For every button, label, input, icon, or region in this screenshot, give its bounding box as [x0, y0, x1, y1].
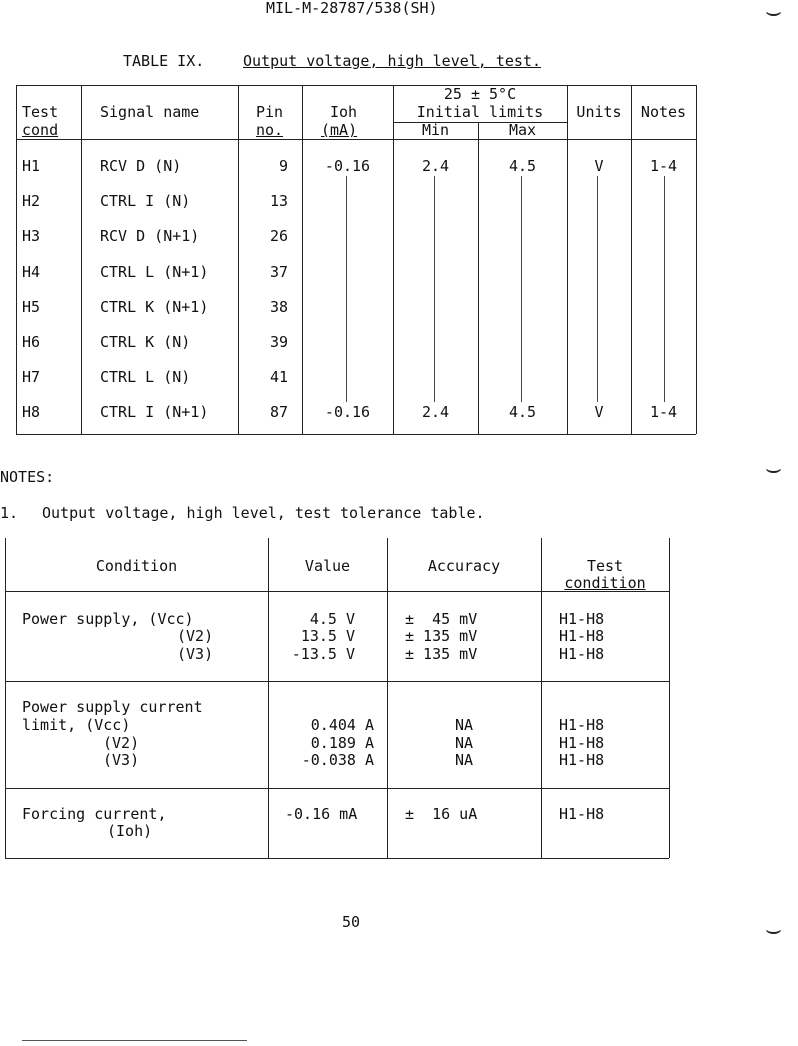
row-notes: 1-4 [649, 157, 678, 175]
tol-value: 13.5 V [300, 627, 355, 645]
row-ioh: -0.16 [324, 403, 371, 421]
row-pin: 41 [269, 368, 288, 386]
tol-header-test-1: Test [586, 557, 624, 575]
ditto-line-ioh [346, 176, 347, 402]
row-pin: 38 [269, 298, 288, 316]
row-pin: 37 [269, 263, 288, 281]
tol-header-accuracy: Accuracy [427, 557, 501, 575]
row-max: 4.5 [508, 403, 537, 421]
col-ioh-1: Ioh [330, 103, 358, 121]
row-units: V [594, 157, 604, 175]
tol-accuracy: ± 16 uA [405, 805, 478, 823]
tol-accuracy: ± 135 mV [405, 645, 478, 663]
binding-mark-icon: ⌣ [765, 915, 783, 945]
row-pin: 13 [269, 192, 288, 210]
col-initial-limits: Initial limits [416, 103, 544, 121]
row-signal: CTRL I (N) [100, 192, 191, 210]
col-pin-2: no. [256, 121, 284, 139]
notes-heading: NOTES: [0, 468, 55, 486]
col-temperature: 25 ± 5°C [443, 85, 517, 103]
binding-mark-icon: ⌣ [765, 0, 783, 27]
row-max: 4.5 [508, 157, 537, 175]
tol-accuracy: ± 135 mV [405, 627, 478, 645]
tol-condition: (V2) [177, 627, 214, 645]
ditto-line-min [434, 176, 435, 402]
row-signal: CTRL I (N+1) [100, 403, 209, 421]
tol-condition: (V3) [177, 645, 214, 663]
col-test-cond-2: cond [22, 121, 59, 139]
col-units: Units [576, 103, 622, 121]
tol-condition: limit, (Vcc) [22, 716, 131, 734]
tol-condition: (V3) [103, 751, 140, 769]
footer-rule [22, 1040, 247, 1041]
tol-value: 0.189 A [310, 734, 374, 752]
tol-test-cond: H1-H8 [559, 751, 605, 769]
tol-header-test-2: condition [564, 574, 646, 592]
tol-header-condition: Condition [95, 557, 178, 575]
tol-test-cond: H1-H8 [559, 610, 605, 628]
tol-condition: Forcing current, [22, 805, 167, 823]
row-cond: H5 [22, 298, 41, 316]
row-signal: CTRL K (N+1) [100, 298, 209, 316]
col-max: Max [508, 121, 537, 139]
row-signal: CTRL L (N) [100, 368, 191, 386]
document-id: MIL-M-28787/538(SH) [266, 0, 438, 17]
tol-condition: (Ioh) [107, 822, 153, 840]
tol-accuracy: NA [454, 716, 474, 734]
table-label: TABLE IX. [123, 52, 205, 70]
tol-accuracy: ± 45 mV [405, 610, 478, 628]
tol-test-cond: H1-H8 [559, 645, 605, 663]
tol-value: 0.404 A [310, 716, 374, 734]
ditto-line-units [597, 176, 598, 402]
row-cond: H8 [22, 403, 41, 421]
tol-value: -0.038 A [301, 751, 374, 769]
row-cond: H2 [22, 192, 41, 210]
row-cond: H7 [22, 368, 41, 386]
note-1-text: Output voltage, high level, test tolerance table. [42, 504, 485, 522]
col-test-cond-1: Test [22, 103, 59, 121]
tol-test-cond: H1-H8 [559, 805, 605, 823]
tol-value: -13.5 V [291, 645, 355, 663]
tol-condition: Power supply, (Vcc) [22, 610, 194, 628]
row-min: 2.4 [421, 403, 450, 421]
row-signal: RCV D (N) [100, 157, 182, 175]
ditto-line-notes [664, 176, 665, 402]
tol-condition: Power supply current [22, 698, 203, 716]
col-min: Min [421, 121, 450, 139]
row-cond: H1 [22, 157, 41, 175]
page-number: 50 [342, 913, 361, 931]
tol-header-value: Value [304, 557, 351, 575]
col-ioh-2: (mA) [321, 121, 358, 139]
row-units: V [594, 403, 604, 421]
row-pin: 26 [269, 227, 288, 245]
col-pin-1: Pin [256, 103, 284, 121]
tol-accuracy: NA [454, 734, 474, 752]
row-cond: H6 [22, 333, 41, 351]
note-1-number: 1. [0, 504, 19, 522]
table-title: Output voltage, high level, test. [243, 52, 542, 70]
tol-condition: (V2) [103, 734, 140, 752]
row-cond: H3 [22, 227, 41, 245]
col-notes: Notes [640, 103, 687, 121]
row-signal: CTRL K (N) [100, 333, 191, 351]
ditto-line-max [521, 176, 522, 402]
row-notes: 1-4 [649, 403, 678, 421]
row-min: 2.4 [421, 157, 450, 175]
binding-mark-icon: ⌣ [765, 454, 783, 484]
row-signal: RCV D (N+1) [100, 227, 200, 245]
tol-test-cond: H1-H8 [559, 627, 605, 645]
col-signal-name: Signal name [100, 103, 200, 121]
tol-value: -0.16 mA [285, 805, 358, 823]
row-pin: 9 [278, 157, 288, 175]
row-pin: 39 [269, 333, 288, 351]
row-pin: 87 [269, 403, 288, 421]
tol-test-cond: H1-H8 [559, 734, 605, 752]
tol-test-cond: H1-H8 [559, 716, 605, 734]
row-signal: CTRL L (N+1) [100, 263, 209, 281]
row-ioh: -0.16 [324, 157, 371, 175]
row-cond: H4 [22, 263, 41, 281]
tol-value: 4.5 V [309, 610, 355, 628]
tol-accuracy: NA [454, 751, 474, 769]
